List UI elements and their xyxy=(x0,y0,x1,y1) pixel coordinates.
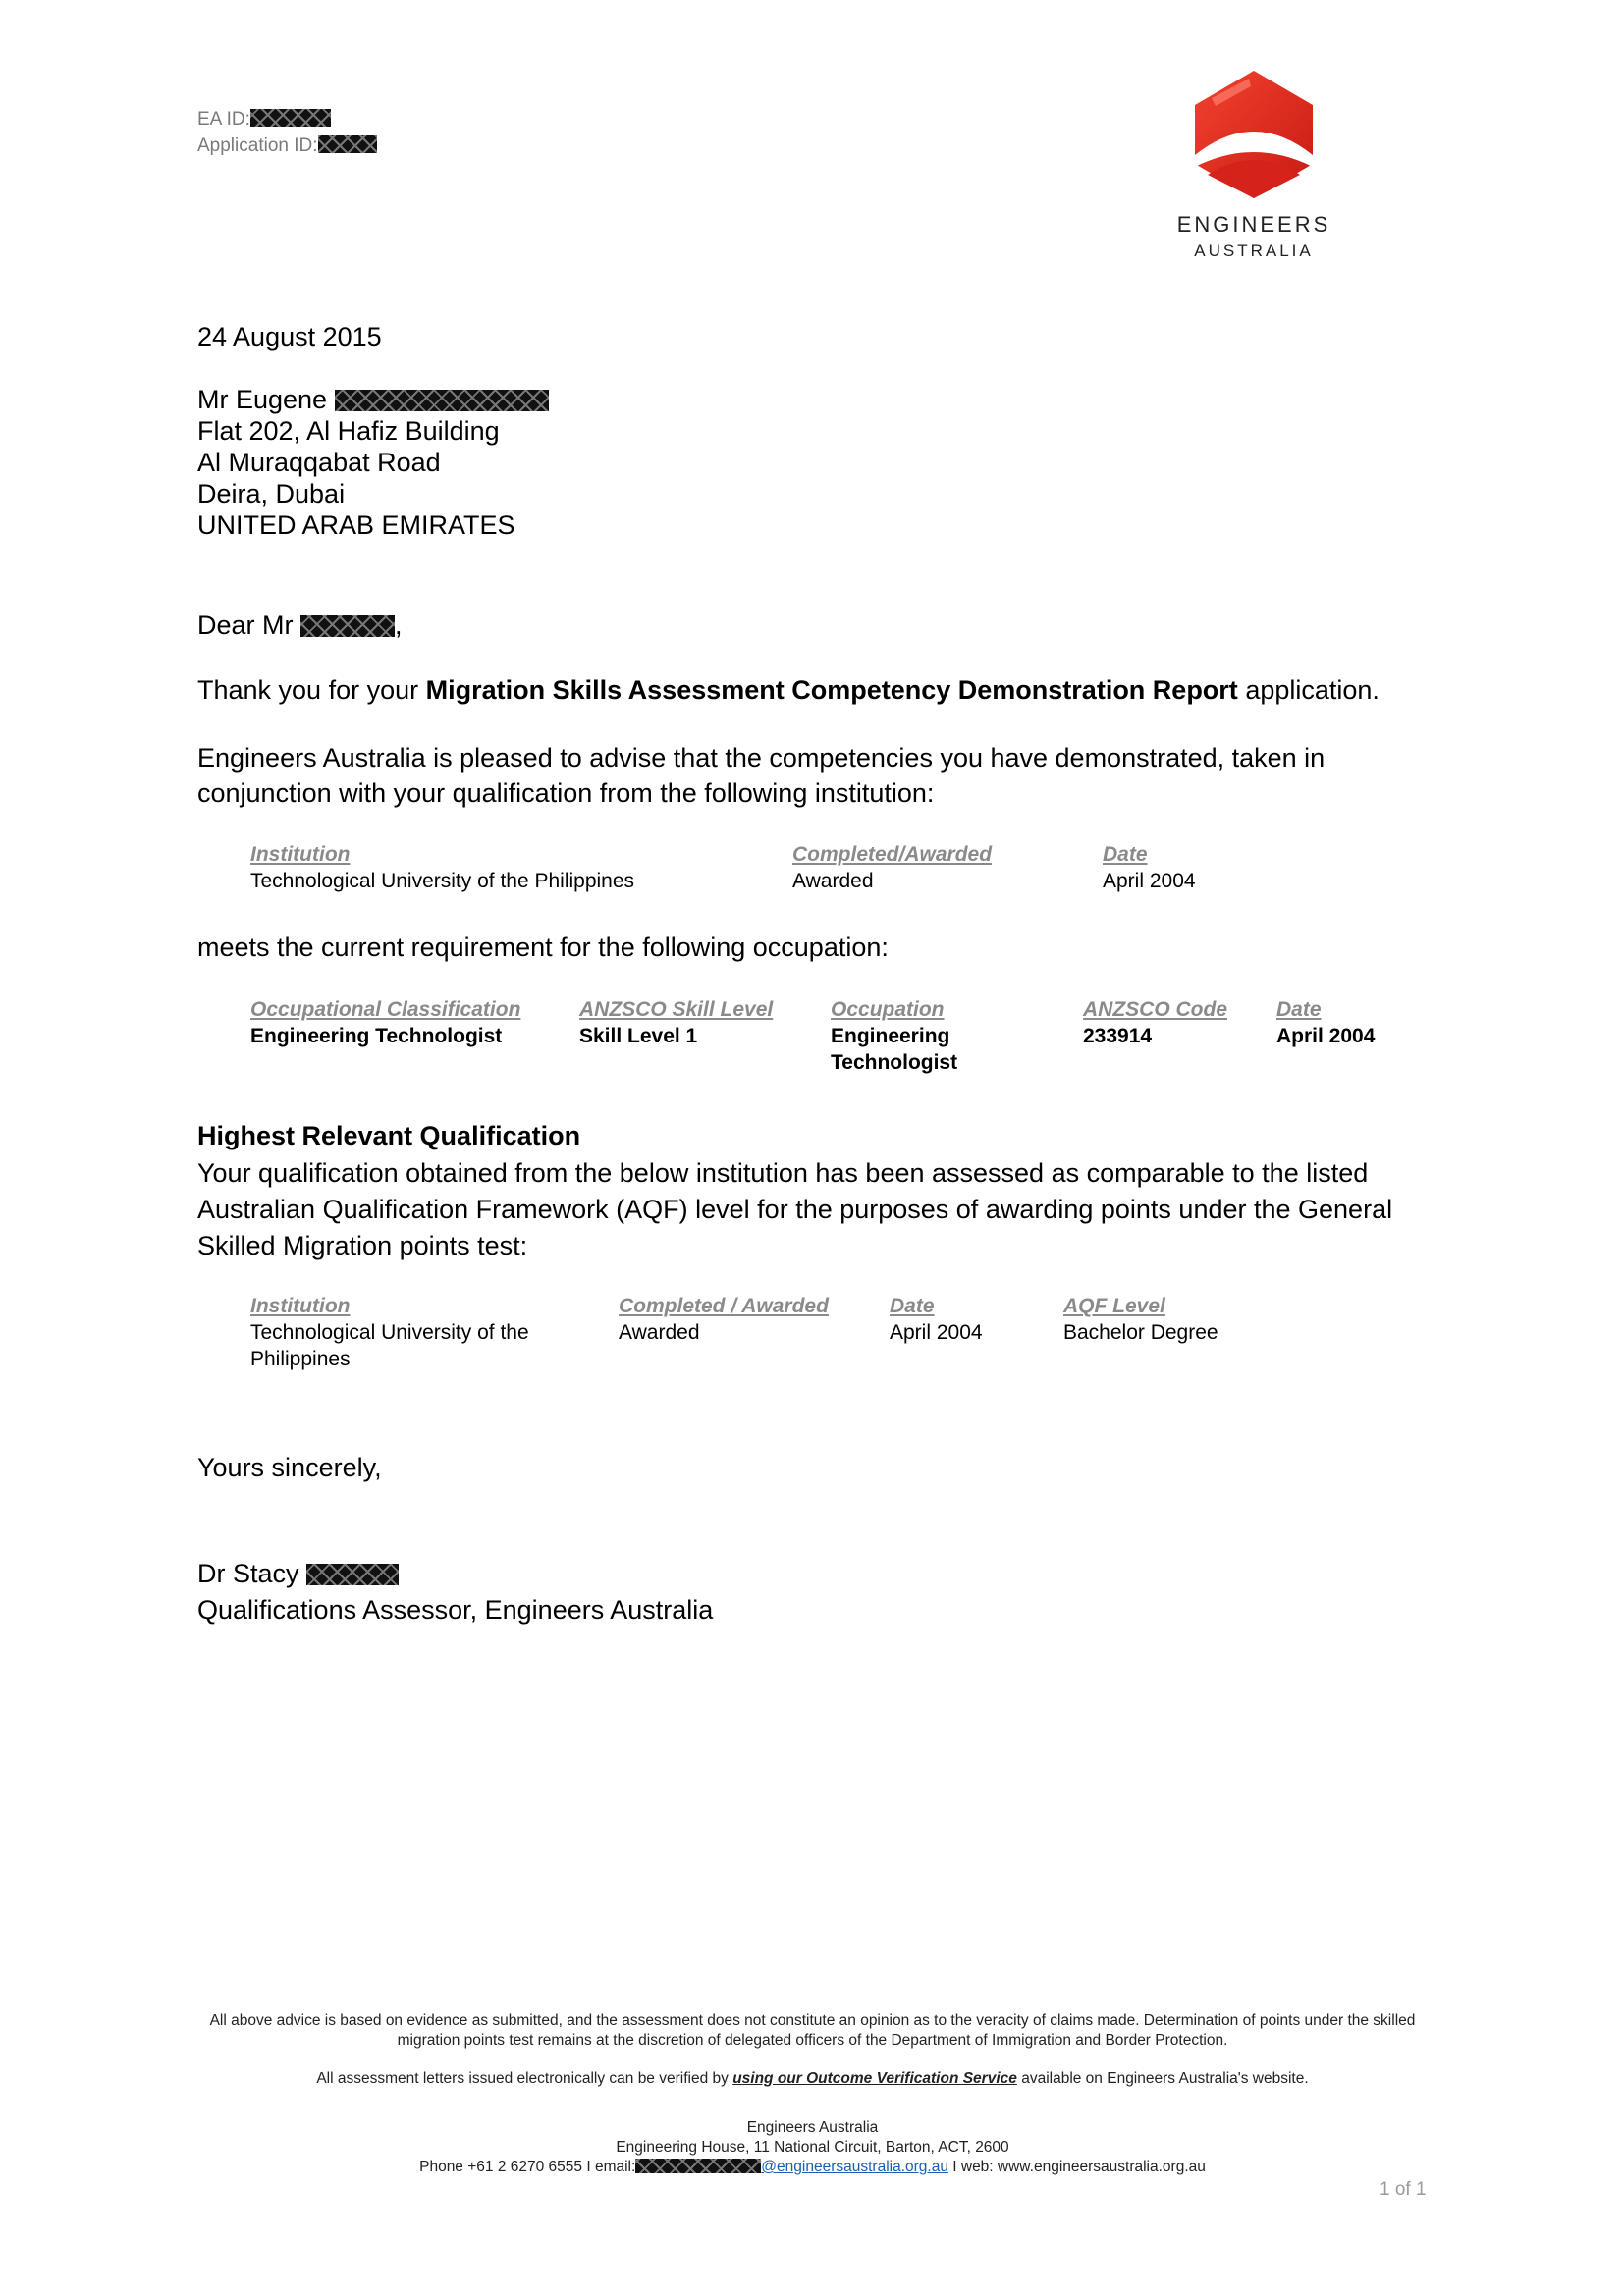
salutation-text: Dear Mr xyxy=(197,611,294,640)
footer-contact xyxy=(187,2118,1438,2177)
column-header: Date xyxy=(890,1295,935,1317)
salutation xyxy=(197,611,403,641)
table-cell: Technological University of the Philippines xyxy=(250,870,635,892)
column-header: Date xyxy=(1103,843,1148,866)
intro-text: Thank you for your xyxy=(197,675,426,705)
column-header: ANZSCO Code xyxy=(1083,998,1227,1021)
column-header: Completed/Awarded xyxy=(792,843,993,866)
application-id xyxy=(197,133,377,159)
address-line: Al Muraqqabat Road xyxy=(197,448,441,477)
signature-block xyxy=(197,1556,713,1629)
aqf-table xyxy=(250,1293,1429,1381)
recipient-name xyxy=(197,384,549,415)
footer-disclaimer: All above advice is based on evidence as submitted, and the assessment does not constitute an opinion as to the veracity of claims made. Determination of points under the skilled migration points test remains at the discretion of delegated officers of the Department of Immigration and Border Protection. xyxy=(209,2012,1416,2049)
footer-address: Engineering House, 11 National Circuit, Barton, ACT, 2600 xyxy=(616,2139,1009,2156)
address-line: UNITED ARAB EMIRATES xyxy=(197,510,515,540)
signer-name xyxy=(197,1556,713,1592)
footer-web: I web: www.engineersaustralia.org.au xyxy=(947,2159,1206,2175)
page-number: 1 of 1 xyxy=(1380,2179,1427,2200)
redaction-block xyxy=(250,109,331,127)
table-cell: April 2004 xyxy=(1103,870,1196,892)
table-cell: Engineering Technologist xyxy=(250,1025,503,1047)
table-cell: Skill Level 1 xyxy=(579,1025,698,1047)
table-cell: Bachelor Degree xyxy=(1063,1321,1218,1344)
ea-id xyxy=(197,106,377,133)
reference-ids xyxy=(197,106,377,159)
verify-text: All assessment letters issued electronically can be verified by xyxy=(316,2070,733,2087)
recipient-address xyxy=(197,384,549,541)
redaction-block xyxy=(635,2159,761,2173)
column-header: ANZSCO Skill Level xyxy=(579,998,774,1021)
redaction-block xyxy=(300,615,395,637)
footer-verify xyxy=(187,2069,1438,2089)
verification-service-link[interactable]: using our Outcome Verification Service xyxy=(732,2070,1017,2087)
section-heading: Highest Relevant Qualification xyxy=(197,1121,581,1150)
signer-title: Qualifications Assessor, Engineers Australia xyxy=(197,1595,714,1625)
application-id-label: Application ID: xyxy=(197,135,318,156)
closing: Yours sincerely, xyxy=(197,1453,382,1482)
column-header: Institution xyxy=(250,843,351,866)
table-cell: Technological University of the Philippines xyxy=(250,1321,529,1370)
table-cell: Engineering Technologist xyxy=(831,1025,958,1074)
column-header: Occupation xyxy=(831,998,945,1021)
verify-text-end: available on Engineers Australia's website. xyxy=(1016,2070,1309,2087)
table-cell: Awarded xyxy=(792,870,874,892)
column-header: Date xyxy=(1276,998,1322,1021)
table-cell: 233914 xyxy=(1083,1025,1153,1047)
address-line: Deira, Dubai xyxy=(197,479,346,508)
redaction-block xyxy=(306,1564,399,1585)
footer-org: Engineers Australia xyxy=(746,2119,879,2136)
footer-phone-email-web xyxy=(187,2158,1438,2177)
occupation-table xyxy=(250,996,1429,1085)
signer-name-text: Dr Stacy xyxy=(197,1559,299,1588)
ea-id-label: EA ID: xyxy=(197,109,250,130)
redaction-block xyxy=(318,135,377,153)
institution-table xyxy=(250,841,1429,900)
column-header: Occupational Classification xyxy=(250,998,521,1021)
table-cell: Awarded xyxy=(619,1321,700,1344)
intro-paragraph xyxy=(197,675,1380,706)
hrq-paragraph: Your qualification obtained from the below institution has been assessed as comparable to the listed Australian Qualification Framework (AQF) level for the purposes of awarding points under the General Skilled Migration points test: xyxy=(197,1158,1393,1260)
footer-phone: Phone +61 2 6270 6555 I email: xyxy=(419,2159,636,2175)
engineers-australia-logo xyxy=(1151,69,1357,261)
letter-date: 24 August 2015 xyxy=(197,322,382,351)
intro-text-end: application. xyxy=(1237,675,1380,705)
competency-paragraph: Engineers Australia is pleased to advise that the competencies you have demonstrated, taken in conjunction with your qualification from the following institution: xyxy=(197,743,1326,808)
table-cell: April 2004 xyxy=(890,1321,983,1344)
column-header: AQF Level xyxy=(1063,1295,1165,1317)
table-cell: April 2004 xyxy=(1276,1025,1376,1047)
logo-wordmark-line1: ENGINEERS xyxy=(1176,212,1331,237)
address-line: Flat 202, Al Hafiz Building xyxy=(197,416,500,446)
email-link[interactable]: @engineersaustralia.org.au xyxy=(761,2159,948,2175)
logo-wordmark-line2: AUSTRALIA xyxy=(1194,241,1314,260)
recipient-name-text: Mr Eugene xyxy=(197,385,328,414)
salutation-comma: , xyxy=(395,611,403,640)
hexagon-logo-icon xyxy=(1190,69,1318,206)
occupation-paragraph: meets the current requirement for the following occupation: xyxy=(197,933,889,962)
application-type: Migration Skills Assessment Competency Demonstration Report xyxy=(425,675,1238,705)
column-header: Institution xyxy=(250,1295,351,1317)
column-header: Completed / Awarded xyxy=(619,1295,829,1317)
redaction-block xyxy=(335,390,549,411)
